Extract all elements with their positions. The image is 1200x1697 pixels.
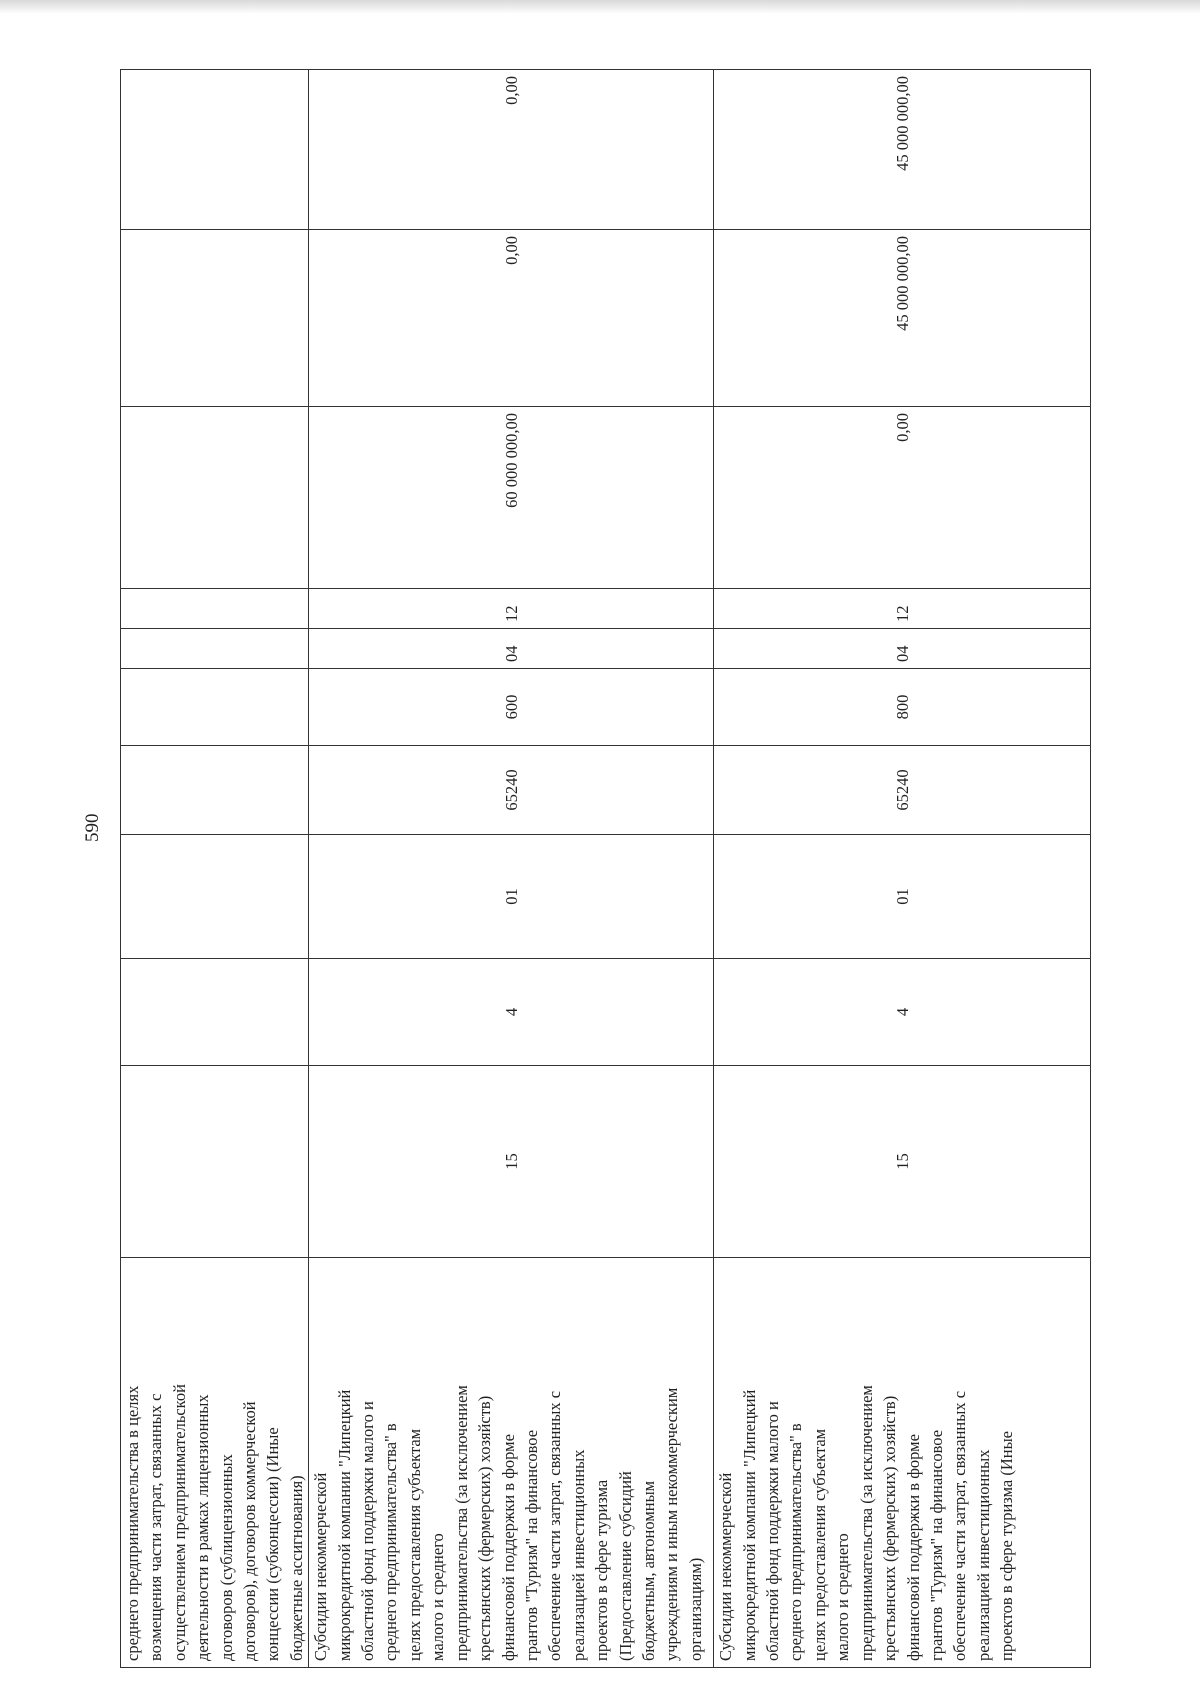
amount-year1-cell: 0,00: [714, 407, 1091, 589]
page-number: 590: [82, 813, 103, 842]
subsection-code-cell: 12: [309, 589, 714, 629]
section-code-cell: 04: [714, 629, 1091, 669]
amount-year2-cell: 45 000 000,00: [714, 230, 1091, 407]
budget-table: [120, 69, 1091, 1668]
rotated-table-container: [120, 70, 1090, 1668]
amount-year2-cell: 0,00: [309, 230, 714, 407]
direction-code-cell: 65240: [309, 746, 714, 835]
pp-code-cell: 4: [714, 959, 1091, 1066]
section-code-cell: 04: [309, 629, 714, 669]
expense-type-cell: 600: [309, 669, 714, 746]
om-code-cell: [121, 835, 309, 959]
amount-year3-cell: 0,00: [309, 70, 714, 230]
direction-code-cell: [121, 746, 309, 835]
direction-code-cell: 65240: [714, 746, 1091, 835]
subsection-code-cell: 12: [714, 589, 1091, 629]
expense-type-cell: 800: [714, 669, 1091, 746]
om-code-cell: 01: [309, 835, 714, 959]
table-row: [121, 70, 309, 1668]
row-description: Субсидии некоммерческой микрокредитной компании "Липецкий областной фонд поддержки малого и среднего предпринимательства" в целях предоставления субъектам малого и среднего предпринимательства (за исключением крестьянских (фермерских) хозяйств) финансовой поддержки в форме грантов "Туризм" на финансовое обеспечение части затрат, связанных с реализацией инвестиционных проектов в сфере туризма (Иные: [714, 1258, 1091, 1668]
gp-code-cell: 15: [714, 1066, 1091, 1258]
gp-code-cell: [121, 1066, 309, 1258]
amount-year3-cell: 45 000 000,00: [714, 70, 1091, 230]
subsection-code-cell: [121, 589, 309, 629]
amount-year3-cell: [121, 70, 309, 230]
scan-edge: [0, 0, 1200, 14]
om-code-cell: 01: [714, 835, 1091, 959]
amount-year1-cell: 60 000 000,00: [309, 407, 714, 589]
pp-code-cell: [121, 959, 309, 1066]
pp-code-cell: 4: [309, 959, 714, 1066]
section-code-cell: [121, 629, 309, 669]
row-description: Субсидии некоммерческой микрокредитной компании "Липецкий областной фонд поддержки малого и среднего предпринимательства" в целях предоставления субъектам малого и среднего предпринимательства (за исключением крестьянских (фермерских) хозяйств) финансовой поддержки в форме грантов "Туризм" на финансовое обеспечение части затрат, связанных с реализацией инвестиционных проектов в сфере туризма (Предоставление субсидий бюджетным, автономным учреждениям и иным некоммерческим организациям): [309, 1258, 714, 1668]
amount-year1-cell: [121, 407, 309, 589]
table-row: [309, 70, 714, 1668]
expense-type-cell: [121, 669, 309, 746]
amount-year2-cell: [121, 230, 309, 407]
gp-code-cell: 15: [309, 1066, 714, 1258]
table-row: [714, 70, 1091, 1668]
row-description: среднего предпринимательства в целях возмещения части затрат, связанных с осуществлением предпринимательской деятельности в рамках лицензионных договоров (сублицензионных договоров), договоров коммерческой концессии (субконцессии) (Иные бюджетные ассигнования): [121, 1258, 309, 1668]
